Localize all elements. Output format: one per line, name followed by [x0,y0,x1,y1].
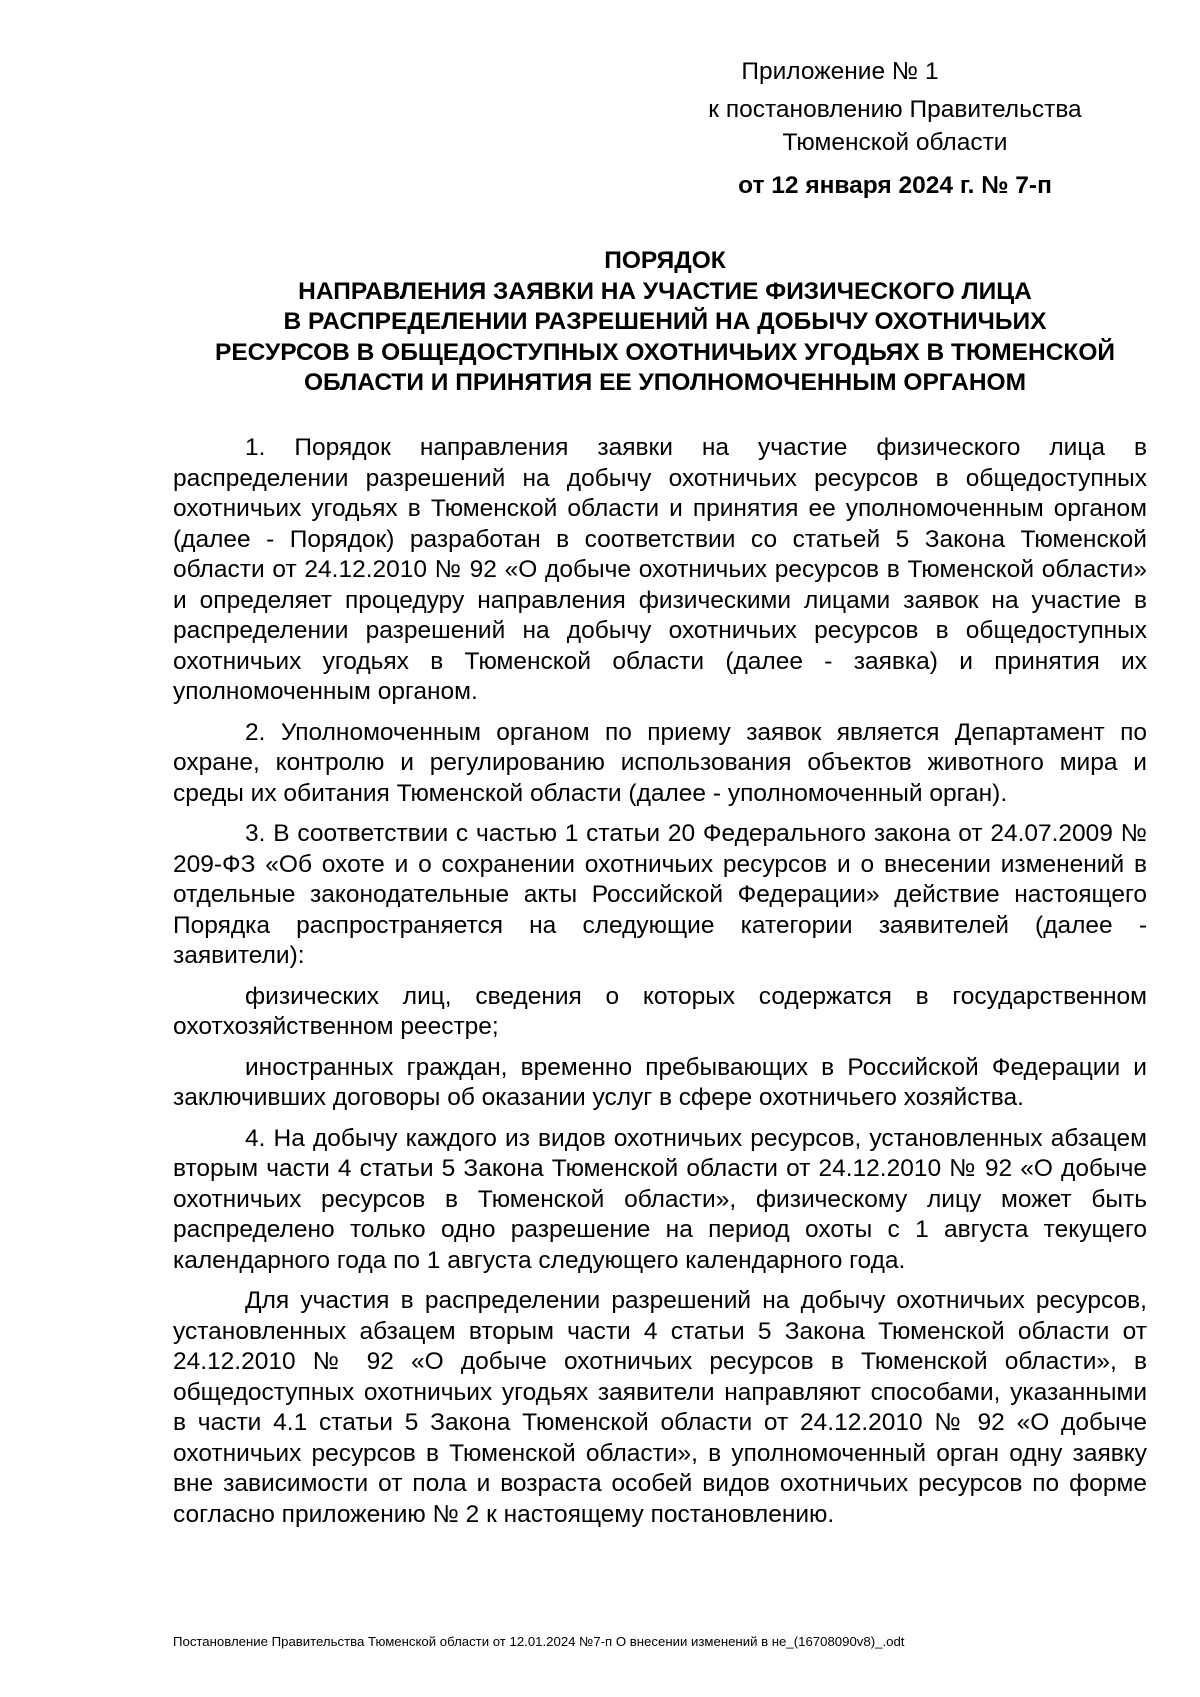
title-line: ОБЛАСТИ И ПРИНЯТИЯ ЕЕ УПОЛНОМОЧЕННЫМ ОРГАНОМ [304,369,1026,396]
paragraph-3: 3. В соответствии с частью 1 статьи 20 Федерального закона от 24.07.2009 № 209-ФЗ «Об охоте и о сохранении охотничьих ресурсов и о внесении изменений в отдельные законодательные акты Российской Федерации» действие настоящего Порядка распространяется на следующие категории заявителей (далее - заявители): [173,820,1147,969]
title-line: НАПРАВЛЕНИЯ ЗАЯВКИ НА УЧАСТИЕ ФИЗИЧЕСКОГО ЛИЦА [298,277,1032,305]
paragraph-4: 4. На добычу каждого из видов охотничьих ресурсов, установленных абзацем вторым части 4 статьи 5 Закона Тюменской области от 24.12.2010 № 92 «О добыче охотничьих ресурсов в Тюменской области», физическому лицу может быть распределено только одно разрешение на период охоты с 1 августа текущего календарного года по 1 августа следующего календарного года. [173,1124,1147,1274]
paragraph-4-continuation: Для участия в распределении разрешений на добычу охотничьих ресурсов, установленных абзацем вторым части 4 статьи 5 Закона Тюменской области от 24.12.2010 № 92 «О добыче охотничьих ресурсов в Тюменской области», в общедоступных охотничьих угодьях заявители направляют способами, указанными в части 4.1 статьи 5 Закона Тюменской области от 24.12.2010 № 92 «О добыче охотничьих ресурсов в Тюменской области», в уполномоченный орган одну заявку вне зависимости от пола и возраста особей видов охотничьих ресурсов по форме согласно приложению № 2 к настоящему постановлению. [173,1287,1147,1528]
title-line: РЕСУРСОВ В ОБЩЕДОСТУПНЫХ ОХОТНИЧЬИХ УГОДЬЯХ В ТЮМЕНСКОЙ [214,338,1116,366]
page-footer: Постановление Правительства Тюменской области от 12.01.2024 №7-п О внесении изменений в не_(16708090v8)_.odt [173,1634,905,1649]
paragraph-3-item-2: иностранных граждан, временно пребывающих в Российской Федерации и заключивших договоры об оказании услуг в сфере охотничьего хозяйства. [173,1053,1147,1111]
paragraph-3-item-1: физических лиц, сведения о которых содержатся в государственном охотхозяйственном реестре; [173,982,1147,1040]
appendix-date-number: от 12 января 2024 г. № 7-п [738,172,1052,199]
title-line: В РАСПРЕДЕЛЕНИИ РАЗРЕШЕНИЙ НА ДОБЫЧУ ОХОТНИЧЬИХ [283,308,1047,335]
title-line: ПОРЯДОК [604,247,726,274]
paragraph-2: 2. Уполномоченным органом по приему заявок является Департамент по охране, контролю и регулированию использования объектов животного мира и среды их обитания Тюменской области (далее - уполномоченный орган). [173,718,1147,807]
appendix-region: Тюменской области [782,129,1008,156]
appendix-number: Приложение № 1 [741,58,939,85]
document-body [173,433,1147,1540]
appendix-to-resolution: к постановлению Правительства [708,96,1082,123]
document-title [170,246,1160,399]
paragraph-1: 1. Порядок направления заявки на участие физического лица в распределении разрешений на добычу охотничьих ресурсов в общедоступных охотничьих угодьях в Тюменской области и принятия ее уполномоченным органом (далее - Порядок) разработан в соответствии со статьей 5 Закона Тюменской области от 24.12.2010 № 92 «О добыче охотничьих ресурсов в Тюменской области» и определяет процедуру направления физическими лицами заявок на участие в распределении разрешений на добычу охотничьих ресурсов в общедоступных охотничьих угодьях в Тюменской области (далее - заявка) и принятия их уполномоченным органом. [173,434,1147,705]
